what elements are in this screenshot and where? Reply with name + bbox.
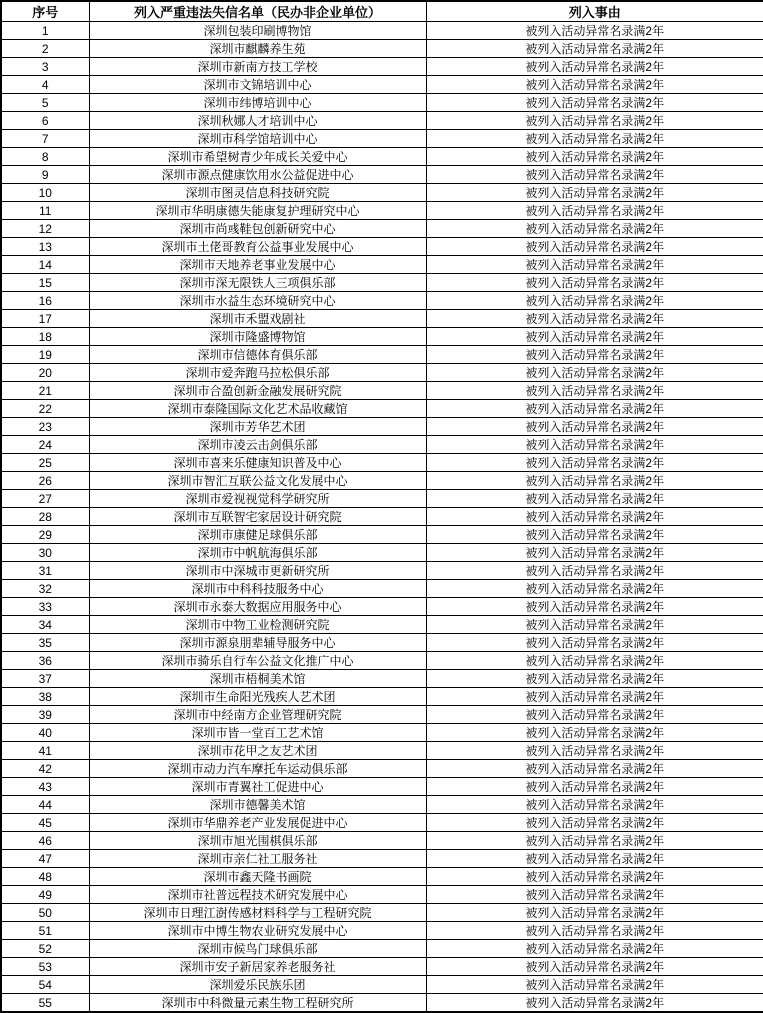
table-row xyxy=(1,328,763,346)
reason-cell: 被列入活动异常名录满2年 xyxy=(426,796,763,814)
reason-cell: 被列入活动异常名录满2年 xyxy=(426,850,763,868)
seq-cell: 37 xyxy=(1,670,89,688)
reason-cell: 被列入活动异常名录满2年 xyxy=(426,904,763,922)
seq-cell: 53 xyxy=(1,958,89,976)
seq-cell: 46 xyxy=(1,832,89,850)
table-row xyxy=(1,274,763,292)
seq-cell: 9 xyxy=(1,166,89,184)
unit-name-cell: 深圳市互联智宅家居设计研究院 xyxy=(89,508,426,526)
unit-name-cell: 深圳市华鼎养老产业发展促进中心 xyxy=(89,814,426,832)
table-row xyxy=(1,634,763,652)
unit-name-cell: 深圳市生命阳光残疾人艺术团 xyxy=(89,688,426,706)
reason-cell: 被列入活动异常名录满2年 xyxy=(426,544,763,562)
table-row xyxy=(1,238,763,256)
seq-cell: 11 xyxy=(1,202,89,220)
seq-cell: 49 xyxy=(1,886,89,904)
table-row xyxy=(1,310,763,328)
unit-name-cell: 深圳市新南方技工学校 xyxy=(89,58,426,76)
seq-cell: 10 xyxy=(1,184,89,202)
table-row xyxy=(1,796,763,814)
unit-name-cell: 深圳市科学馆培训中心 xyxy=(89,130,426,148)
unit-name-cell: 深圳市中博生物农业研究发展中心 xyxy=(89,922,426,940)
table-row xyxy=(1,76,763,94)
table-row xyxy=(1,256,763,274)
unit-name-cell: 深圳市智汇互联公益文化发展中心 xyxy=(89,472,426,490)
reason-cell: 被列入活动异常名录满2年 xyxy=(426,616,763,634)
unit-name-cell: 深圳市永泰大数据应用服务中心 xyxy=(89,598,426,616)
unit-name-cell: 深圳市梧桐美术馆 xyxy=(89,670,426,688)
seq-cell: 36 xyxy=(1,652,89,670)
reason-cell: 被列入活动异常名录满2年 xyxy=(426,760,763,778)
table-row xyxy=(1,778,763,796)
seq-cell: 21 xyxy=(1,382,89,400)
table-row xyxy=(1,472,763,490)
table-row xyxy=(1,652,763,670)
reason-cell: 被列入活动异常名录满2年 xyxy=(426,580,763,598)
seq-cell: 22 xyxy=(1,400,89,418)
table-row xyxy=(1,166,763,184)
table-row xyxy=(1,184,763,202)
table-row xyxy=(1,400,763,418)
table-row xyxy=(1,526,763,544)
unit-name-cell: 深圳市中帆航海俱乐部 xyxy=(89,544,426,562)
table-row xyxy=(1,130,763,148)
unit-name-cell: 深圳市皆一堂百工艺术馆 xyxy=(89,724,426,742)
seq-cell: 1 xyxy=(1,22,89,40)
unit-name-cell: 深圳市中科科技服务中心 xyxy=(89,580,426,598)
seq-cell: 50 xyxy=(1,904,89,922)
seq-cell: 27 xyxy=(1,490,89,508)
unit-name-cell: 深圳市凌云击剑俱乐部 xyxy=(89,436,426,454)
seq-cell: 32 xyxy=(1,580,89,598)
seq-cell: 34 xyxy=(1,616,89,634)
seq-cell: 13 xyxy=(1,238,89,256)
unit-name-cell: 深圳市喜来乐健康知识普及中心 xyxy=(89,454,426,472)
reason-cell: 被列入活动异常名录满2年 xyxy=(426,436,763,454)
reason-cell: 被列入活动异常名录满2年 xyxy=(426,166,763,184)
unit-name-cell: 深圳市华明康德失能康复护理研究中心 xyxy=(89,202,426,220)
reason-cell: 被列入活动异常名录满2年 xyxy=(426,256,763,274)
unit-name-cell: 深圳市德馨美术馆 xyxy=(89,796,426,814)
table-row xyxy=(1,40,763,58)
table-body xyxy=(1,22,763,1013)
reason-cell: 被列入活动异常名录满2年 xyxy=(426,202,763,220)
seq-cell: 6 xyxy=(1,112,89,130)
unit-name-cell: 深圳包装印刷博物馆 xyxy=(89,22,426,40)
reason-cell: 被列入活动异常名录满2年 xyxy=(426,598,763,616)
reason-cell: 被列入活动异常名录满2年 xyxy=(426,40,763,58)
reason-cell: 被列入活动异常名录满2年 xyxy=(426,58,763,76)
reason-cell: 被列入活动异常名录满2年 xyxy=(426,868,763,886)
unit-name-cell: 深圳市青翼社工促进中心 xyxy=(89,778,426,796)
seq-cell: 39 xyxy=(1,706,89,724)
unit-name-cell: 深圳市源点健康饮用水公益促进中心 xyxy=(89,166,426,184)
unit-name-cell: 深圳市麒麟养生苑 xyxy=(89,40,426,58)
reason-cell: 被列入活动异常名录满2年 xyxy=(426,454,763,472)
seq-cell: 42 xyxy=(1,760,89,778)
unit-name-cell: 深圳市土佬哥教育公益事业发展中心 xyxy=(89,238,426,256)
reason-cell: 被列入活动异常名录满2年 xyxy=(426,814,763,832)
unit-name-cell: 深圳市纬博培训中心 xyxy=(89,94,426,112)
reason-cell: 被列入活动异常名录满2年 xyxy=(426,742,763,760)
table-row xyxy=(1,922,763,940)
table-row xyxy=(1,904,763,922)
seq-cell: 43 xyxy=(1,778,89,796)
table-row xyxy=(1,436,763,454)
reason-cell: 被列入活动异常名录满2年 xyxy=(426,724,763,742)
unit-name-cell: 深圳爱乐民族乐团 xyxy=(89,976,426,994)
seq-cell: 16 xyxy=(1,292,89,310)
table-row xyxy=(1,832,763,850)
table-row xyxy=(1,148,763,166)
table-row xyxy=(1,544,763,562)
unit-name-cell: 深圳市爱视视觉科学研究所 xyxy=(89,490,426,508)
table-row xyxy=(1,868,763,886)
seq-cell: 30 xyxy=(1,544,89,562)
reason-cell: 被列入活动异常名录满2年 xyxy=(426,274,763,292)
seq-cell: 12 xyxy=(1,220,89,238)
seq-cell: 35 xyxy=(1,634,89,652)
seq-cell: 54 xyxy=(1,976,89,994)
unit-name-cell: 深圳市泰隆国际文化艺术品收藏馆 xyxy=(89,400,426,418)
header-seq: 序号 xyxy=(1,1,89,22)
seq-cell: 7 xyxy=(1,130,89,148)
reason-cell: 被列入活动异常名录满2年 xyxy=(426,418,763,436)
unit-name-cell: 深圳市爱奔跑马拉松俱乐部 xyxy=(89,364,426,382)
unit-name-cell: 深圳市骑乐自行车公益文化推广中心 xyxy=(89,652,426,670)
unit-name-cell: 深圳市花甲之友艺术团 xyxy=(89,742,426,760)
table-row xyxy=(1,670,763,688)
unit-name-cell: 深圳市尚彧鞋包创新研究中心 xyxy=(89,220,426,238)
reason-cell: 被列入活动异常名录满2年 xyxy=(426,130,763,148)
table-row xyxy=(1,490,763,508)
seq-cell: 45 xyxy=(1,814,89,832)
table-row xyxy=(1,850,763,868)
seq-cell: 20 xyxy=(1,364,89,382)
table-row xyxy=(1,220,763,238)
seq-cell: 38 xyxy=(1,688,89,706)
unit-name-cell: 深圳市社普远程技术研究发展中心 xyxy=(89,886,426,904)
unit-name-cell: 深圳市天地养老事业发展中心 xyxy=(89,256,426,274)
unit-name-cell: 深圳市源泉朋辈辅导服务中心 xyxy=(89,634,426,652)
reason-cell: 被列入活动异常名录满2年 xyxy=(426,886,763,904)
reason-cell: 被列入活动异常名录满2年 xyxy=(426,922,763,940)
seq-cell: 8 xyxy=(1,148,89,166)
unit-name-cell: 深圳市中经南方企业管理研究院 xyxy=(89,706,426,724)
reason-cell: 被列入活动异常名录满2年 xyxy=(426,670,763,688)
reason-cell: 被列入活动异常名录满2年 xyxy=(426,364,763,382)
seq-cell: 4 xyxy=(1,76,89,94)
unit-name-cell: 深圳市禾盟戏剧社 xyxy=(89,310,426,328)
reason-cell: 被列入活动异常名录满2年 xyxy=(426,238,763,256)
seq-cell: 5 xyxy=(1,94,89,112)
seq-cell: 52 xyxy=(1,940,89,958)
seq-cell: 2 xyxy=(1,40,89,58)
seq-cell: 29 xyxy=(1,526,89,544)
unit-name-cell: 深圳市深无限铁人三项俱乐部 xyxy=(89,274,426,292)
seq-cell: 25 xyxy=(1,454,89,472)
seq-cell: 51 xyxy=(1,922,89,940)
unit-name-cell: 深圳市中深城市更新研究所 xyxy=(89,562,426,580)
reason-cell: 被列入活动异常名录满2年 xyxy=(426,346,763,364)
unit-name-cell: 深圳市文锦培训中心 xyxy=(89,76,426,94)
table-row xyxy=(1,202,763,220)
table-row xyxy=(1,562,763,580)
unit-name-cell: 深圳市中科微量元素生物工程研究所 xyxy=(89,994,426,1013)
reason-cell: 被列入活动异常名录满2年 xyxy=(426,472,763,490)
unit-name-cell: 深圳市合盈创新金融发展研究院 xyxy=(89,382,426,400)
seq-cell: 15 xyxy=(1,274,89,292)
reason-cell: 被列入活动异常名录满2年 xyxy=(426,706,763,724)
reason-cell: 被列入活动异常名录满2年 xyxy=(426,148,763,166)
seq-cell: 17 xyxy=(1,310,89,328)
reason-cell: 被列入活动异常名录满2年 xyxy=(426,310,763,328)
unit-name-cell: 深圳市隆盛博物馆 xyxy=(89,328,426,346)
table-row xyxy=(1,976,763,994)
table-row xyxy=(1,112,763,130)
reason-cell: 被列入活动异常名录满2年 xyxy=(426,778,763,796)
table-row xyxy=(1,508,763,526)
reason-cell: 被列入活动异常名录满2年 xyxy=(426,976,763,994)
seq-cell: 41 xyxy=(1,742,89,760)
unit-name-cell: 深圳市亲仁社工服务社 xyxy=(89,850,426,868)
reason-cell: 被列入活动异常名录满2年 xyxy=(426,508,763,526)
reason-cell: 被列入活动异常名录满2年 xyxy=(426,76,763,94)
unit-name-cell: 深圳市希望树青少年成长关爱中心 xyxy=(89,148,426,166)
table-row xyxy=(1,940,763,958)
seq-cell: 31 xyxy=(1,562,89,580)
table-row xyxy=(1,742,763,760)
seq-cell: 18 xyxy=(1,328,89,346)
unit-name-cell: 深圳市日理江澍传感材料科学与工程研究院 xyxy=(89,904,426,922)
table-row xyxy=(1,22,763,40)
reason-cell: 被列入活动异常名录满2年 xyxy=(426,490,763,508)
seq-cell: 44 xyxy=(1,796,89,814)
unit-name-cell: 深圳市安子新居家养老服务社 xyxy=(89,958,426,976)
unit-name-cell: 深圳市候鸟门球俱乐部 xyxy=(89,940,426,958)
seq-cell: 55 xyxy=(1,994,89,1013)
reason-cell: 被列入活动异常名录满2年 xyxy=(426,940,763,958)
reason-cell: 被列入活动异常名录满2年 xyxy=(426,526,763,544)
unit-name-cell: 深圳市图灵信息科技研究院 xyxy=(89,184,426,202)
unit-name-cell: 深圳市信德体育俱乐部 xyxy=(89,346,426,364)
unit-name-cell: 深圳市芳华艺术团 xyxy=(89,418,426,436)
table-row xyxy=(1,580,763,598)
reason-cell: 被列入活动异常名录满2年 xyxy=(426,22,763,40)
reason-cell: 被列入活动异常名录满2年 xyxy=(426,958,763,976)
table-row xyxy=(1,616,763,634)
reason-cell: 被列入活动异常名录满2年 xyxy=(426,634,763,652)
unit-name-cell: 深圳市鑫天隆书画院 xyxy=(89,868,426,886)
table-row xyxy=(1,364,763,382)
table-row xyxy=(1,292,763,310)
table-row xyxy=(1,760,763,778)
unit-name-cell: 深圳秋娜人才培训中心 xyxy=(89,112,426,130)
table-row xyxy=(1,454,763,472)
table-row xyxy=(1,418,763,436)
seq-cell: 33 xyxy=(1,598,89,616)
seq-cell: 3 xyxy=(1,58,89,76)
seq-cell: 28 xyxy=(1,508,89,526)
reason-cell: 被列入活动异常名录满2年 xyxy=(426,328,763,346)
table-row xyxy=(1,994,763,1013)
seq-cell: 14 xyxy=(1,256,89,274)
reason-cell: 被列入活动异常名录满2年 xyxy=(426,400,763,418)
unit-name-cell: 深圳市康健足球俱乐部 xyxy=(89,526,426,544)
table-row xyxy=(1,724,763,742)
reason-cell: 被列入活动异常名录满2年 xyxy=(426,832,763,850)
table-row xyxy=(1,688,763,706)
reason-cell: 被列入活动异常名录满2年 xyxy=(426,220,763,238)
seq-cell: 47 xyxy=(1,850,89,868)
seq-cell: 48 xyxy=(1,868,89,886)
table-row xyxy=(1,94,763,112)
reason-cell: 被列入活动异常名录满2年 xyxy=(426,562,763,580)
unit-name-cell: 深圳市水益生态环境研究中心 xyxy=(89,292,426,310)
header-row xyxy=(1,1,763,22)
table-row xyxy=(1,886,763,904)
table-row xyxy=(1,58,763,76)
table-row xyxy=(1,706,763,724)
reason-cell: 被列入活动异常名录满2年 xyxy=(426,382,763,400)
reason-cell: 被列入活动异常名录满2年 xyxy=(426,292,763,310)
unit-name-cell: 深圳市动力汽车摩托车运动俱乐部 xyxy=(89,760,426,778)
reason-cell: 被列入活动异常名录满2年 xyxy=(426,94,763,112)
reason-cell: 被列入活动异常名录满2年 xyxy=(426,112,763,130)
seq-cell: 40 xyxy=(1,724,89,742)
unit-name-cell: 深圳市旭光围棋俱乐部 xyxy=(89,832,426,850)
header-reason: 列入事由 xyxy=(426,1,763,22)
reason-cell: 被列入活动异常名录满2年 xyxy=(426,688,763,706)
table-row xyxy=(1,382,763,400)
reason-cell: 被列入活动异常名录满2年 xyxy=(426,652,763,670)
table-row xyxy=(1,958,763,976)
reason-cell: 被列入活动异常名录满2年 xyxy=(426,184,763,202)
table-row xyxy=(1,346,763,364)
unit-name-cell: 深圳市中物工业检测研究院 xyxy=(89,616,426,634)
table-row xyxy=(1,814,763,832)
table-row xyxy=(1,598,763,616)
seq-cell: 19 xyxy=(1,346,89,364)
reason-cell: 被列入活动异常名录满2年 xyxy=(426,994,763,1013)
seq-cell: 24 xyxy=(1,436,89,454)
seq-cell: 26 xyxy=(1,472,89,490)
header-unit-name: 列入严重违法失信名单（民办非企业单位） xyxy=(89,1,426,22)
seq-cell: 23 xyxy=(1,418,89,436)
